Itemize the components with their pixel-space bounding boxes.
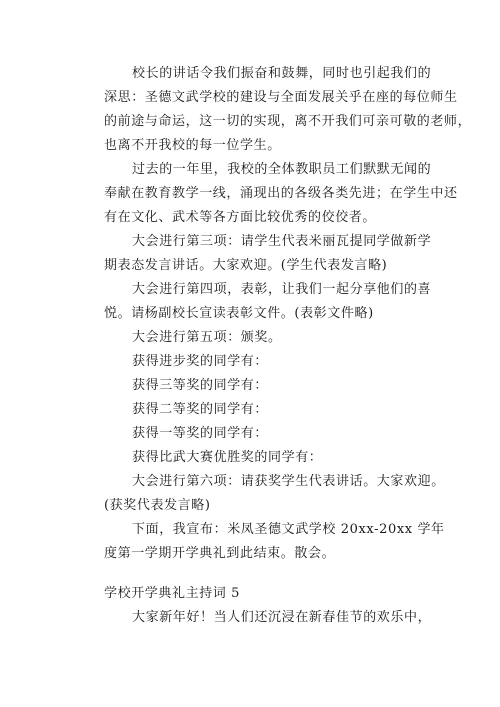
paragraph-line: 获得二等奖的同学有： [132,402,269,417]
paragraph-line: 大会进行第三项：请学生代表米丽瓦提同学做新学 [132,234,432,249]
paragraph-line: 也离不开我校的每一位学生。 [104,138,281,153]
paragraph-line: 下面，我宣布：米凤圣德文武学校 20xx-20xx 学年 [132,522,445,537]
paragraph-line: 获得比武大赛优胜奖的同学有： [132,450,323,465]
paragraph-line: 大会进行第五项：颁奖。 [132,330,282,345]
paragraph-line: 的前途与命运，这一切的实现，离不开我们可亲可敬的老师， [104,114,472,129]
paragraph-line: 有在文化、武术等各方面比较优秀的佼佼者。 [104,210,377,225]
paragraph-line: 悦。请杨副校长宣读表彰文件。(表彰文件略) [104,306,374,321]
paragraph-line: 期表态发言讲话。大家欢迎。(学生代表发言略) [104,258,388,273]
paragraph-line: 获得一等奖的同学有： [132,426,269,441]
paragraph-line: 度第一学期开学典礼到此结束。散会。 [104,546,336,561]
paragraph-line: 大会进行第四项，表彰，让我们一起分享他们的喜 [132,282,432,297]
paragraph-line: 获得三等奖的同学有： [132,378,269,393]
paragraph-line: 奉献在教育教学一线，涌现出的各级各类先进；在学生中还 [104,186,458,201]
paragraph-line: 大会进行第六项：请获奖学生代表讲话。大家欢迎。 [132,474,445,489]
paragraph-line: 大家新年好！当人们还沉浸在新春佳节的欢乐中， [132,610,432,625]
section-title: 学校开学典礼主持词 5 [104,586,241,601]
paragraph-line: 获得进步奖的同学有： [132,354,269,369]
paragraph-line: 过去的一年里，我校的全体教职员工们默默无闻的 [132,162,432,177]
paragraph-line: 校长的讲话令我们振奋和鼓舞，同时也引起我们的 [132,66,432,81]
paragraph-line: (获奖代表发言略) [104,498,211,513]
paragraph-line: 深思：圣德文武学校的建设与全面发展关乎在座的每位师生 [104,90,458,105]
